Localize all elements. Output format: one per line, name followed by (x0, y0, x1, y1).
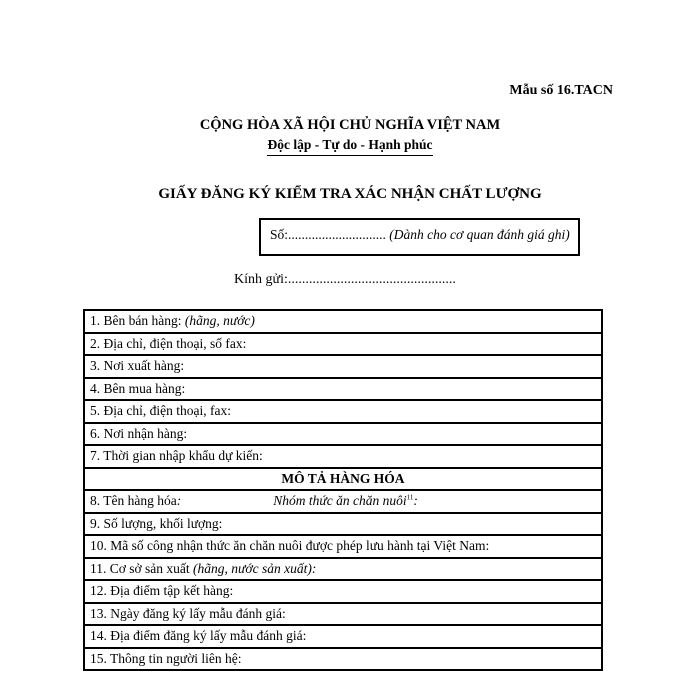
footnote-ref: 11 (406, 493, 414, 502)
gathering-place-field: 12. Địa điểm tập kết hàng: (84, 580, 602, 603)
goods-description-heading: MÔ TẢ HÀNG HÓA (84, 468, 602, 491)
seller-field (84, 310, 602, 333)
receive-place-field: 6. Nơi nhận hàng: (84, 423, 602, 446)
form-row (84, 355, 602, 378)
nation-title: CỘNG HÒA XÃ HỘI CHỦ NGHĨA VIỆT NAM (199, 117, 501, 133)
form-row (84, 513, 602, 536)
form-row (84, 535, 602, 558)
manufacturer-note: (hãng, nước sản xuất): (193, 560, 317, 576)
import-time-field: 7. Thời gian nhập khẩu dự kiến: (84, 445, 602, 468)
recipient-line: Kính gửi:................................................ (234, 272, 456, 287)
feed-group-label: Nhóm thức ăn chăn nuôi (273, 493, 407, 509)
form-row (84, 648, 602, 671)
document-title: GIẤY ĐĂNG KÝ KIỂM TRA XÁC NHẬN CHẤT LƯỢNG (158, 186, 542, 202)
number-label: Số:............................. (270, 227, 386, 242)
form-row (84, 558, 602, 581)
form-row (84, 423, 602, 446)
form-row (84, 333, 602, 356)
manufacturer-field (84, 558, 602, 581)
seller-address-field: 2. Địa chỉ, điện thoại, số fax: (84, 333, 602, 356)
quantity-field: 9. Số lượng, khối lượng: (84, 513, 602, 536)
goods-name-label: 8. Tên hàng hóa (90, 493, 177, 509)
form-row (84, 580, 602, 603)
motto-wrap (0, 136, 700, 156)
registration-form-table (83, 309, 603, 671)
form-code: Mẫu số 16.TACN (509, 83, 613, 98)
form-row (84, 490, 602, 513)
export-place-field: 3. Nơi xuất hàng: (84, 355, 602, 378)
feed-group-colon: : (413, 493, 418, 509)
form-row (84, 468, 602, 491)
motto: Độc lập - Tự do - Hạnh phúc (267, 137, 432, 156)
form-row (84, 378, 602, 401)
seller-note: (hãng, nước) (184, 313, 255, 329)
form-row (84, 625, 602, 648)
sampling-place-field: 14. Địa điểm đăng ký lấy mẫu đánh giá: (84, 625, 602, 648)
contact-info-field: 15. Thông tin người liên hệ: (84, 648, 602, 671)
form-row (84, 445, 602, 468)
goods-name-colon: : (176, 493, 182, 509)
form-row (84, 310, 602, 333)
recognition-code-field: 10. Mã số công nhận thức ăn chăn nuôi được phép lưu hành tại Việt Nam: (84, 535, 602, 558)
seller-label: 1. Bên bán hàng: (90, 313, 185, 329)
manufacturer-label: 11. Cơ sở sản xuất (90, 560, 194, 576)
number-box (259, 218, 580, 256)
buyer-field: 4. Bên mua hàng: (84, 378, 602, 401)
goods-name-field (84, 490, 602, 513)
sampling-date-field: 13. Ngày đăng ký lấy mẫu đánh giá: (84, 603, 602, 626)
number-note: (Dành cho cơ quan đánh giá ghi) (389, 227, 570, 242)
form-row (84, 603, 602, 626)
form-row (84, 400, 602, 423)
buyer-address-field: 5. Địa chỉ, điện thoại, fax: (84, 400, 602, 423)
